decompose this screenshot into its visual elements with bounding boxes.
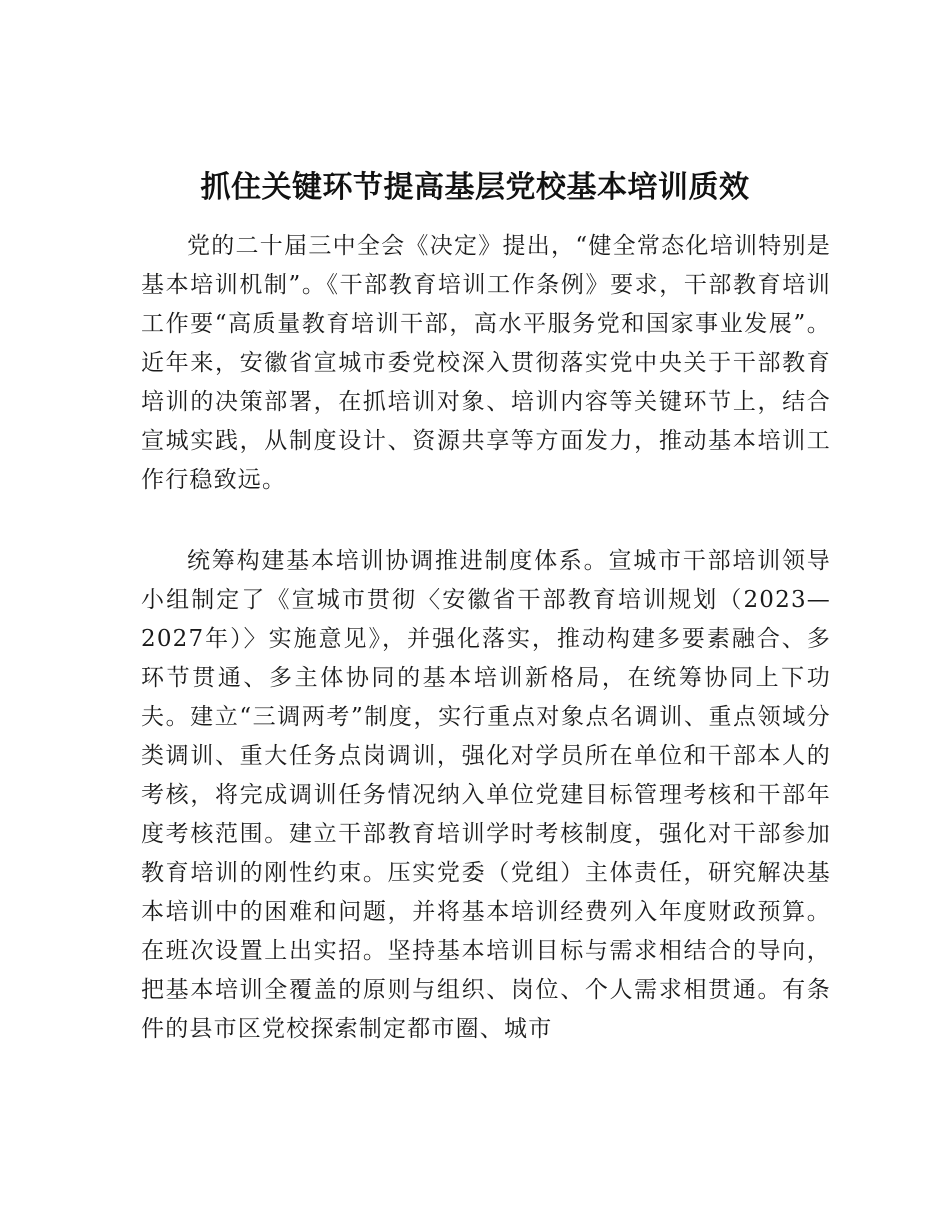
document-title: 抓住关键环节提高基层党校基本培训质效 <box>200 170 750 205</box>
paragraph-intro: 党的二十届三中全会《决定》提出，“健全常态化培训特别是基本培训机制”。《干部教育培训工作条例》要求，干部教育培训工作要“高质量教育培训干部，高水平服务党和国家事业发展”。近年来，安徽省宣城市委党校深入贯彻落实党中央关于干部教育培训的决策部署，在抓培训对象、培训内容等关键环节上，结合宣城实践，从制度设计、资源共享等方面发力，推动基本培训工作行稳致远。 <box>141 233 831 493</box>
paragraph-system: 统筹构建基本培训协调推进制度体系。宣城市干部培训领导小组制定了《宣城市贯彻〈安徽省干部教育培训规划（2023—2027年）〉实施意见》，并强化落实，推动构建多要素融合、多环节贯通、多主体协同的基本培训新格局，在统筹协同上下功夫。建立“三调两考”制度，实行重点对象点名调训、重点领域分类调训、重大任务点岗调训，强化对学员所在单位和干部本人的考核，将完成调训任务情况纳入单位党建目标管理考核和干部年度考核范围。建立干部教育培训学时考核制度，强化对干部参加教育培训的刚性约束。压实党委（党组）主体责任，研究解决基本培训中的困难和问题，并将基本培训经费列入年度财政预算。在班次设置上出实招。坚持基本培训目标与需求相结合的导向，把基本培训全覆盖的原则与组织、岗位、个人需求相贯通。有条件的县市区党校探索制定都市圈、城市 <box>141 548 831 1042</box>
